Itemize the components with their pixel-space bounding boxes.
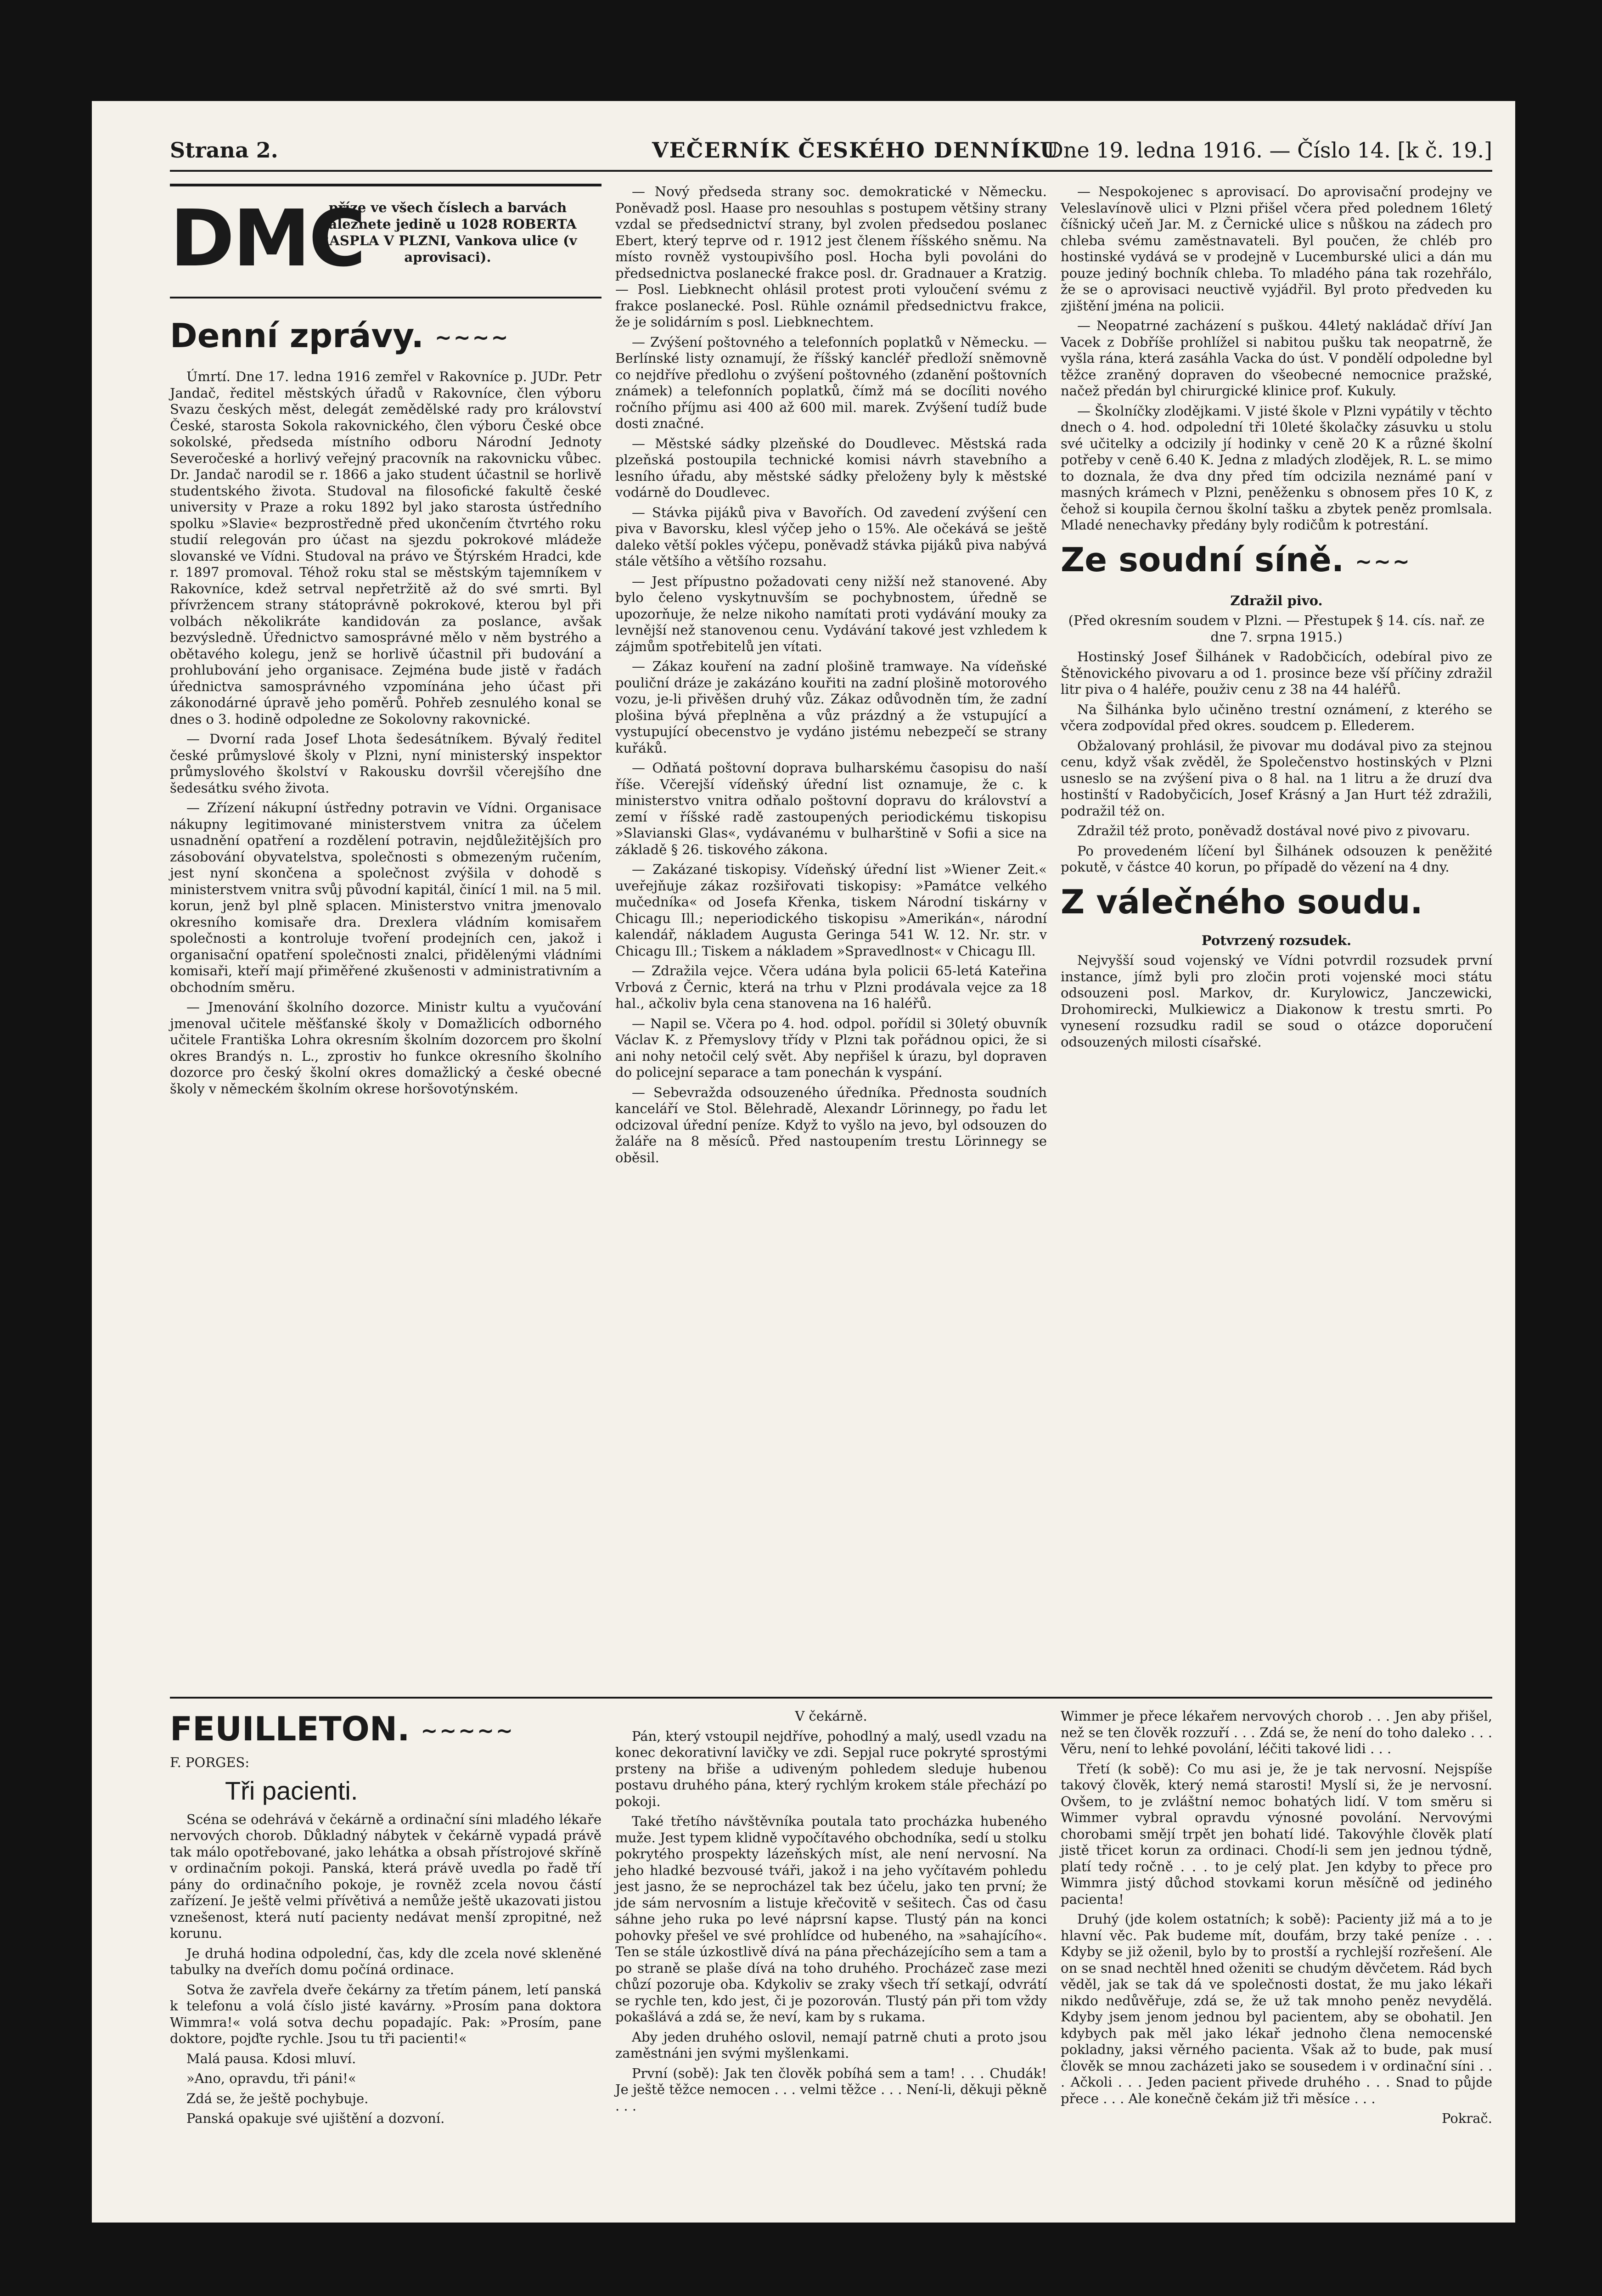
feuilleton-paragraph: Panská opakuje své ujištění a dozvoní. bbox=[186, 2110, 445, 2127]
feuilleton-paragraph: Také třetího návštěvníka poutala tato procházka hubeného muže. Jest typem klidně vypočítavého obchodníka, sedí u stolku pokrytého prospekty lázeňských míst, ale není nervosní. Na jeho hladké bezvousé tváři, jakož i na jeho vyčítavém pohledu jest jasno, že se neprocházel tak bez účelu, jako ten první; že jde sám nervosním a listuje křečovitě v sešitech. Čas od času sáhne jeho ruka po levé náprsní kapse. Tlustý pán na konci pohovky přešel ve své prohlídce od hubeného, na »sahajícího«. Ten se stále úzkostlivě dívá na pána přecházejícího sem a tam a po straně se plaše dívá na toho druhého. Procházeč zase mezi chůzí pozoruje oba. Kdykoliv se zraky všech tří setkají, odvrátí se rychle ten, kdo jest, či je pozorován. Tlustý pán při tom vždy pokašlává a zdá se, že neví, kam by s rukama. bbox=[615, 1813, 1047, 2025]
feuilleton-paragraph: Zdá se, že ještě pochybuje. bbox=[186, 2090, 369, 2106]
page-number: Strana 2. bbox=[170, 138, 278, 163]
article: — Zřízení nákupní ústředny potravin ve Vídni. Organisace nákupny legitimované ministerstvem vnitra za účelem usnadnění opatření a rozdělení potravin, nejdůležitějších pro zásobování obyvatelstva, společnosti s obmezeným ručením, jest nyní skončena a společnost zvýšila v dohodě s ministerstvem vnitra svůj původní kapitál, činící 1 mil. na 5 mil. korun, jenž byl plně splacen. Ministerstvo vnitra jmenovalo okresního komisaře dra. Drexlera vládním komisařem společnosti a kontroluje tvoření prodejních cen, jakož i organisační opatření společnosti znalci, přidělenými vládními komisaři, kteří mají přiměřené zkušenosti v administrativním a obchodním směru. bbox=[170, 800, 601, 995]
column-3 bbox=[1061, 184, 1492, 1054]
page-header bbox=[170, 138, 1492, 170]
article: Úmrtí. Dne 17. ledna 1916 zemřel v Rakovníce p. JUDr. Petr Jandač, ředitel městských úřadů v Rakovníce, člen výboru Svazu českých měst, delegát zemědělské rady pro království České, starosta Sokola rakovnického, člen výboru České obce sokolské, předseda místního odboru Národní Jednoty Severočeské a horlivý veřejný pracovník na rakovnicku vůbec. Dr. Jandač narodil se r. 1866 a jako student účastnil se horlivě studentského života. Studoval na filosofické fakultě české university v Praze a roku 1892 byl jako starosta ústředního spolku »Slavie« bezprostředně před ukončením čtvrtého roku studií relegován pro účast na sjezdu pokrokové mládeže slovanské ve Vídni. Studoval na právo ve Štýrském Hradci, kde r. 1897 promoval. Téhož roku stal se městským tajemníkem v Rakovníce, kdež setrval nepřetržitě až do své smrti. Byl přívržencem strany státoprávně pokrokové, kterou byl při volbách několikráte kandidován za poslance, avšak bezvýsledně. Úřednictvo samosprávné mělo v něm bystrého a obětavého kolegu, jenž se horlivě účastnil při budování a prohlubování jeho organisace. Zejména bude jistě v řadách úřednictva samosprávného vzpomínána jeho účast při zákonodárné úpravě jeho poměrů. Pohřeb zesnulého konal se dnes o 3. hodině odpoledne ze Sokolovny rakovnické. bbox=[170, 369, 601, 727]
article: — Jest přípustno požadovati ceny nižší než stanovené. Aby bylo čeleno vyskytnuvším se pochybnostem, úředně se upozorňuje, že nelze nikoho namítati proti vydávání mouky za levnější než stanovenou cenu. Vydávání takové jest vzhledem k zájmům spotřebitelů jen vítati. bbox=[615, 573, 1047, 654]
feuilleton-paragraph: Druhý (jde kolem ostatních; k sobě): Pacienty již má a to je hlavní věc. Pak budeme mít, doufám, brzy také peníze . . . Kdyby se již oženil, bylo by to prostší a rychlejší rozřešení. Ale on se snad nechtěl hned oženiti se chudým děvčetem. Rád bych věděl, jak se tak dá ve společnosti dostat, že mu jako lékaři nikdo nedůvěřuje, zdá se, že už tak mnoho peněz nevydělá. Kdyby jsem jenom jednou byl pacientem, aby se obohatil. Jen kdybych pak měl jako lékař jednoho člena nemocenské pokladny, jaksi věrného pacienta. Však až to bude, pak musí člověk se mnou zacházeti jako se sousedem i v ordinační síni . . . Ačkoli . . . Jeden pacient přivede druhého . . . Snad to půjde přece . . . Ale konečně čekám již tři měsíce . . . bbox=[1061, 1911, 1492, 2106]
advertisement bbox=[170, 184, 601, 298]
masthead: VEČERNÍK ČESKÉHO DENNÍKU bbox=[652, 138, 1059, 163]
section-title-text: FEUILLETON. bbox=[170, 1710, 410, 1748]
feuilleton-continued: Pokrač. bbox=[1442, 2110, 1492, 2126]
newspaper-page bbox=[92, 101, 1515, 2223]
feuilleton-paragraph: Pán, který vstoupil nejdříve, pohodlný a malý, usedl vzadu na konec dekorativní lavičky ve zdi. Sepjal ruce pokryté sprostými prsteny na břiše a udiveným pohledem sleduje hubenou postavu druhého pána, který rychlým krokem stále přechází po pokoji. bbox=[615, 1728, 1047, 1809]
war-court-text: Nejvyšší soud vojenský ve Vídni potvrdil rozsudek první instance, jímž byli pro zločin proti vojenské moci státu odsouzeni posl. Markov, dr. Kurylowicz, Janczewicki, Drohomirecki, Mulkiewicz a Diakonow k trestu smrti. Po vynesení rozsudku radil se soud o otázce doporučení odsouzených milosti císařské. bbox=[1061, 952, 1492, 1050]
article: — Neopatrné zacházení s puškou. 44letý nakládač dříví Jan Vacek z Dobříše prohlížel si nabitou pušku tak neopatrně, že vyšla rána, která zasáhla Vacka do úst. V pondělí odpoledne byl těžce zraněný dopraven do všeobecné nemocnice pražské, načež předán byl chirurgické klinice prof. Kukuly. bbox=[1061, 318, 1492, 399]
court-case-intro: (Před okresním soudem v Plzni. — Přestupek § 14. cís. nař. ze dne 7. srpna 1915.) bbox=[1068, 613, 1485, 645]
court-case-title: Zdražil pivo. bbox=[1230, 592, 1323, 608]
article: — Zákaz kouření na zadní plošině tramwaye. Na vídeňské pouliční dráze je zakázáno kouřiti na zadní plošině motorového vozu, je-li přivěšen druhý vůz. Zákaz odůvodněn tím, že zadní plošina bývá přeplněna a vůz prázdný a že vstupující a vystupující obecenstvo je vydáno jistému nebezpečí se strany kuřáků. bbox=[615, 658, 1047, 756]
court-paragraph: Hostinský Josef Šilhánek v Radobčicích, odebíral pivo ze Štěnovického pivovaru a od 1. prosince beze vší příčiny zdražil litr piva o 4 haléře, použiv cenu z 38 na 44 haléřů. bbox=[1061, 649, 1492, 698]
ad-text: příze ve všech číslech a barvách naleznete jedině u 1028 ROBERTA RASPLA V PLZNI, Vankova ulice (v aprovisaci). bbox=[318, 200, 577, 265]
ad-logo: DMC bbox=[170, 193, 365, 284]
article: — Zvýšení poštovného a telefonních poplatků v Německu. — Berlínské listy oznamují, že říšský kancléř předloží sněmovně co nejdříve předlohu o zvýšení poštovného (zdanění poštovních známek) a telefonních poplatků, čímž má se docíliti nového ročního příjmu asi 400 až 600 mil. marek. Zvýšení tudíž bude dosti značné. bbox=[615, 334, 1047, 431]
article: — Stávka pijáků piva v Bavořích. Od zavedení zvýšení cen piva v Bavorsku, klesl výčep jeho o 15%. Ale očekává se ještě daleko větší pokles výčepu, poněvadž stávka pijáků piva nabývá stále většího a většího rozsahu. bbox=[615, 504, 1047, 569]
feuilleton-paragraph: Scéna se odehrává v čekárně a ordinační síni mladého lékaře nervových chorob. Důkladný nábytek v čekárně vypadá právě tak málo opotřebované, jako lehátka a obsah přístrojové skříně v ordinačním pokoji. Panská, která právě uvedla po řadě tří pány do ordinačního pokoje, je rovněž zcela novou částí zařízení. Je ještě velmi přívětivá a nemůže ještě ukazovati jistou vznešenost, která nutí pacienty nedávat menší zpropitné, než korunu. bbox=[170, 1811, 601, 1941]
section-title-ze-soudni-sine bbox=[1061, 539, 1492, 583]
issue-date: Dne 19. ledna 1916. — Číslo 14. [k č. 19.] bbox=[1046, 138, 1492, 163]
war-court-subtitle: Potvrzený rozsudek. bbox=[1201, 932, 1352, 948]
feuilleton-author: F. PORGES: bbox=[170, 1755, 250, 1771]
ornament: ~~~ bbox=[1355, 550, 1411, 574]
article: — Městské sádky plzeňské do Doudlevec. Městská rada plzeňská postoupila technické komisi návrh stavebního a lesního úřadu, aby městské sádky přeloženy byly k městské vodárně do Doudlevec. bbox=[615, 435, 1047, 500]
feuilleton-title: Tři pacienti. bbox=[225, 1776, 358, 1805]
article: — Nový předseda strany soc. demokratické v Německu. Poněvadž posl. Haase pro nesouhlas s postupem většiny strany vzdal se předsednictví strany, byl zvolen předsedou poslanec Ebert, který teprve od r. 1912 jest členem říšského sněmu. Na místo rovněž vystoupivšího posl. Hocha byli povoláni do předsednictva poslanecké frakce posl. dr. Gradnauer a Kratzig. — Posl. Liebknecht ohlásil protest proti vyloučení svému z frakce poslanecké. Posl. Rühle oznámil předsednictvu frakce, že je solidárním s posl. Liebknechtem. bbox=[615, 184, 1047, 330]
section-title-denni-zpravy bbox=[170, 315, 601, 359]
section-title-text: Denní zprávy. bbox=[170, 316, 424, 355]
column-1 bbox=[170, 184, 601, 1101]
header-rule bbox=[170, 170, 1492, 172]
feuilleton-paragraph: Je druhá hodina odpolední, čas, kdy dle zcela nové skleněné tabulky na dveřích domu počíná ordinace. bbox=[170, 1945, 601, 1978]
ornament: ~~~~~ bbox=[421, 1719, 515, 1743]
ornament: ~~~~ bbox=[435, 326, 510, 350]
article: — Odňatá poštovní doprava bulharskému časopisu do naší říše. Včerejší vídeňský úřední list oznamuje, že c. k ministerstvo vnitra odňalo poštovní dopravu do království a zemí v říšské radě zastoupených periodickému tiskopisu »Slavianski Glas«, vydávanému v bulharštině v Sofii a sice na základě § 26. tiskového zákona. bbox=[615, 760, 1047, 857]
article: — Nespokojenec s aprovisací. Do aprovisační prodejny ve Veleslavínově ulici v Plzni přišel včera před polednem 16letý číšnický učeň Jar. M. z Černické ulice s nůškou na zádech pro chleba svému zaměstnavateli. Byl poučen, že chléb pro hostinské vydává se v prodejně v Lucemburské ulici a dán mu pouze jediný bochník chleba. To mladého pána tak rozehřálo, že se o aprovisaci neuctivě vyjádřil. Byl proto předveden ku zjištění jména na policii. bbox=[1061, 184, 1492, 314]
article: — Školníčky zlodějkami. V jisté škole v Plzni vypátily v těchto dnech o 4. hod. odpolední tři 10leté školačky zásuvku u stolu své učitelky a odcizily jí hodinky v ceně 20 K a různé školní potřeby v ceně 6.40 K. Jedna z mladých zlodějek, R. L. se mimo to doznala, že dva dny před tím odcizila neznámé paní v masných krámech v Plzni, peněženku s obnosem přes 10 K, z čehož si koupila černou školní tašku a zbytek peněz promlsala. Mladé nenechavky předány byly rodičům k potrestání. bbox=[1061, 403, 1492, 533]
court-paragraph: Po provedeném líčení byl Šilhánek odsouzen k peněžité pokutě, v částce 40 korun, po případě do vězení na 4 dny. bbox=[1061, 843, 1492, 875]
feuilleton-scene-heading: V čekárně. bbox=[795, 1708, 867, 1724]
section-title-z-valecneho-soudu bbox=[1061, 881, 1492, 923]
section-title-text: Z válečného soudu. bbox=[1061, 882, 1423, 921]
article: — Zakázané tiskopisy. Vídeňský úřední list »Wiener Zeit.« uveřejňuje zákaz rozšiřovati tiskopisy: »Památce velkého mučedníka« od Josefa Křenka, tiskem Národní tiskárny v Chicagu Ill.; neperiodického tiskopisu »Amerikán«, národní kalendář, nákladem Augusta Geringa 541 W. 12. Nr. str. v Chicagu Ill.; Tiskem a nákladem »Spravedlnost« v Chicagu Ill. bbox=[615, 861, 1047, 959]
feuilleton-column-3 bbox=[1061, 1708, 1492, 2131]
feuilleton-paragraph: Wimmer je přece lékařem nervových chorob . . . Jen aby přišel, než se ten člověk rozzuří . . . Zdá se, že není do toho daleko . . . Věru, není to lehké povolání, léčiti takové lidi . . . bbox=[1061, 1708, 1492, 1756]
feuilleton-rule bbox=[170, 1697, 1492, 1699]
feuilleton-paragraph: Malá pausa. Kdosi mluví. bbox=[186, 2050, 356, 2066]
feuilleton-paragraph: Třetí (k sobě): Co mu asi je, že je tak nervosní. Nejspíše takový člověk, který nemá starosti! Myslí si, že je nervosní. Ovšem, to je zvláštní nemoc bohatých lidí. V tom směru si Wimmer vybral opravdu výnosné povolání. Nervovými chorobami smějí trpět jen bohatí lidé. Takovýhle člověk platí jistě třicet korun za ordinaci. Chodí-li sem jen jednou týdně, platí tedy ročně . . . to je celý plat. Jen kdyby to přece pro Wimmra jistý důchod stovkami korun měsíčně od jediného pacienta! bbox=[1061, 1761, 1492, 1907]
court-paragraph: Obžalovaný prohlásil, že pivovar mu dodával pivo za stejnou cenu, když však zvěděl, že Společenstvo hostinských v Plzni usneslo se na zvýšení piva o 8 hal. na 1 litru a že druzí dva hostinští v Radobyčicích, Josef Krásný a Jan Hurt též zdražili, podražil též on. bbox=[1061, 737, 1492, 819]
court-paragraph: Na Šilhánka bylo učiněno trestní oznámení, z kterého se včera zodpovídal před okres. soudcem p. Ellederem. bbox=[1061, 701, 1492, 734]
article: — Sebevražda odsouzeného úředníka. Přednosta soudních kanceláří ve Stol. Bělehradě, Alexandr Lörinnegy, po řadu let odcizoval úřední peníze. Když to vyšlo na jevo, byl odsouzen do žaláře na 8 měsíců. Před nastoupením trestu Lörinnegy se oběsil. bbox=[615, 1084, 1047, 1165]
section-title-feuilleton bbox=[170, 1708, 601, 1752]
article: — Napil se. Včera po 4. hod. odpol. pořídil si 30letý obuvník Václav K. z Přemyslovy třídy v Plzni tak pořádnou opici, že si ani nohy netočil celý svět. Aby nepřišel k úrazu, byl dopraven do policejní separace a tam ponechán k vyspání. bbox=[615, 1015, 1047, 1080]
article: — Zdražila vejce. Včera udána byla policii 65-letá Kateřina Vrbová z Černic, která na trhu v Plzni prodávala vejce za 18 hal., ačkoliv byla cena stanovena na 16 haléřů. bbox=[615, 963, 1047, 1011]
feuilleton-paragraph: Sotva že zavřela dveře čekárny za třetím pánem, letí panská k telefonu a volá číslo jisté kavárny. »Prosím pana doktora Wimmra!« volá sotva dechu popadajíc. Pak: »Prosím, pane doktore, pojďte rychle. Jsou tu tři pacienti!« bbox=[170, 1981, 601, 2047]
feuilleton-column-1 bbox=[170, 1708, 601, 2131]
feuilleton-paragraph: Aby jeden druhého oslovil, nemají patrně chuti a proto jsou zaměstnáni jen svými myšlenkami. bbox=[615, 2029, 1047, 2061]
article: — Dvorní rada Josef Lhota šedesátníkem. Bývalý ředitel české průmyslové školy v Plzni, nyní ministerský inspektor průmyslového školství v Rakousku dovršil včerejšího dne šedesátku svého života. bbox=[170, 731, 601, 796]
court-paragraph: Zdražil též proto, poněvadž dostával nové pivo z pivovaru. bbox=[1077, 823, 1470, 839]
article: — Jmenování školního dozorce. Ministr kultu a vyučování jmenoval učitele měšťanské školy v Domažlicích odborného učitele Františka Lohra okresním školním dozorcem pro školní okres Brandýs n. L., zprostiv ho funkce okresního školního dozorce pro český školní okres domažlický a české obecné školy v německém školním okrese horšovotýnském. bbox=[170, 999, 601, 1097]
feuilleton-paragraph: »Ano, opravdu, tři páni!« bbox=[186, 2071, 356, 2087]
section-title-text: Ze soudní síně. bbox=[1061, 540, 1344, 579]
column-2 bbox=[615, 184, 1047, 1170]
feuilleton-paragraph: První (sobě): Jak ten člověk pobíhá sem a tam! . . . Chudák! Je ještě těžce nemocen . . . velmi těžce . . . Není-li, děkuji pěkně . . . bbox=[615, 2065, 1047, 2114]
feuilleton-column-2 bbox=[615, 1708, 1047, 2118]
